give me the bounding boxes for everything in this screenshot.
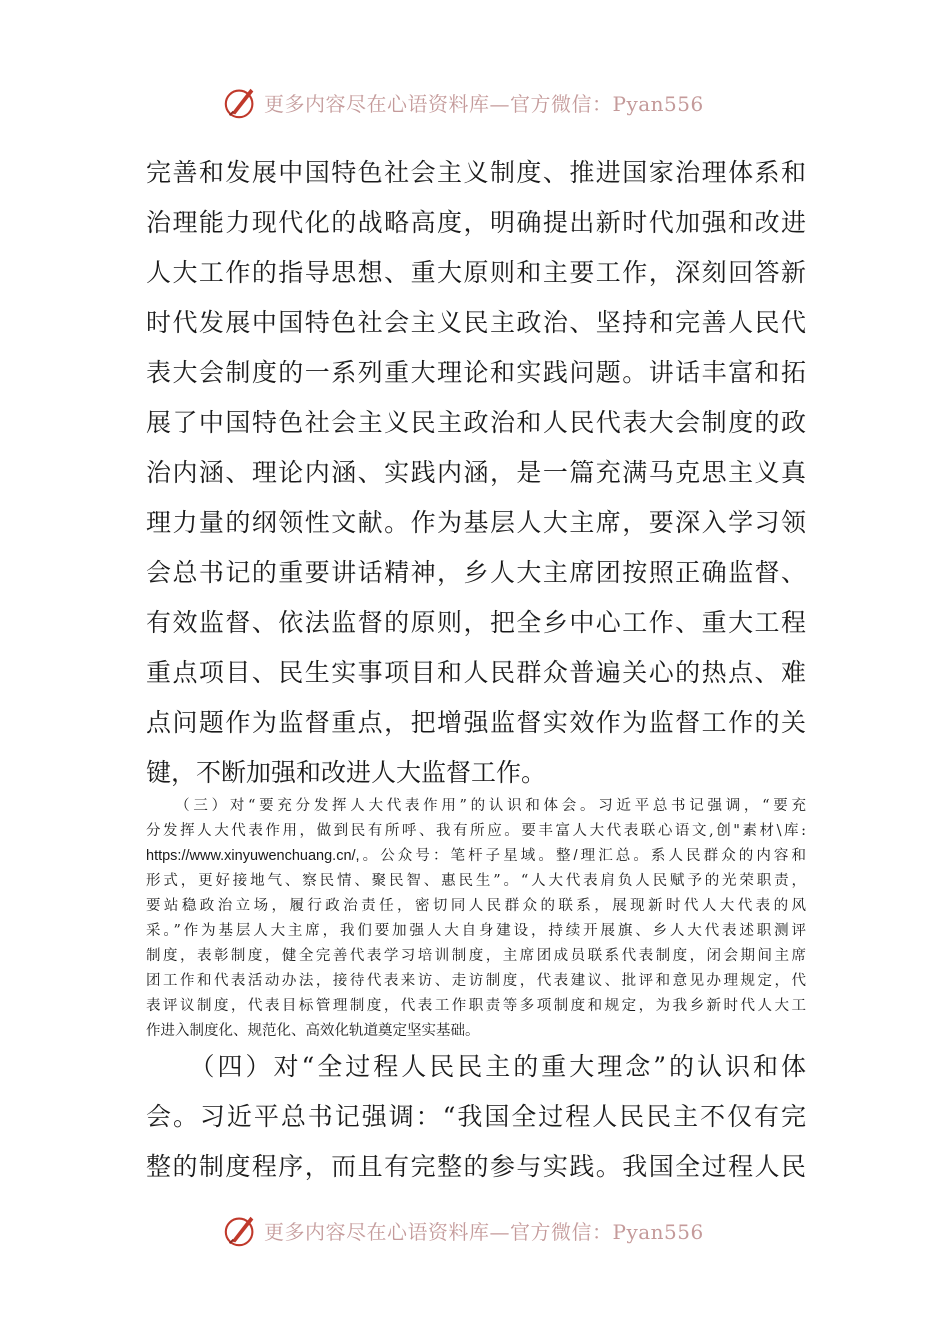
text-line: 整的制度程序，而且有完整的参与实践。我国全过程人民 xyxy=(146,1152,806,1181)
text-line: 治内涵、理论内涵、实践内涵，是一篇充满马克思主义真 xyxy=(146,458,806,487)
text-line: 要站稳政治立场，履行政治责任，密切同人民群众的联系，展现新时代人大代表的风 xyxy=(146,898,806,914)
text-line: 会。习近平总书记强调：“我国全过程人民民主不仅有完 xyxy=(146,1102,806,1131)
quill-pen-logo-icon xyxy=(222,83,260,121)
text-line: 重点项目、民生实事项目和人民群众普遍关心的热点、难 xyxy=(146,658,806,687)
text-line: 会总书记的重要讲话精神，乡人大主席团按照正确监督、 xyxy=(146,558,806,587)
text-line: 键，不断加强和改进人大监督工作。 xyxy=(146,758,547,787)
text-line: 展了中国特色社会主义民主政治和人民代表大会制度的政 xyxy=(146,408,806,437)
text-line: 理力量的纲领性文献。作为基层人大主席，要深入学习领 xyxy=(146,508,806,537)
text-line: 表大会制度的一系列重大理论和实践问题。讲话丰富和拓 xyxy=(146,358,806,387)
text-line: 形式，更好接地气、察民情、聚民智、惠民生”。“人大代表肩负人民赋予的光荣职责， xyxy=(146,873,806,889)
watermark-banner-top xyxy=(222,82,742,122)
paragraph-main xyxy=(146,148,806,798)
text-line: 时代发展中国特色社会主义民主政治、坚持和完善人民代 xyxy=(146,308,806,337)
text-line: 治理能力现代化的战略高度，明确提出新时代加强和改进 xyxy=(146,208,806,237)
text-line: 制度，表彰制度，健全完善代表学习培训制度，主席团成员联系代表制度，闭会期间主席 xyxy=(146,948,806,964)
watermark-banner-bottom xyxy=(222,1210,742,1250)
text-line: 采。”作为基层人大主席，我们要加强人大自身建设，持续开展旗、乡人大代表述职测评 xyxy=(146,923,806,939)
text-line: 有效监督、依法监督的原则，把全乡中心工作、重大工程 xyxy=(146,608,806,637)
text-line: 人大工作的指导思想、重大原则和主要工作，深刻回答新 xyxy=(146,258,806,287)
text-line-url: https://www.xinyuwenchuang.cn/,。公众号：笔杆子星域。整/理汇总。系人民群众的内容和 xyxy=(146,848,806,864)
text-line: （四）对“全过程人民民主的重大理念”的认识和体 xyxy=(146,1052,806,1081)
text-line: 表评议制度，代表目标管理制度，代表工作职责等多项制度和规定，为我乡新时代人大工 xyxy=(146,998,806,1014)
text-line: 作进入制度化、规范化、高效化轨道奠定坚实基础。 xyxy=(146,1023,480,1039)
watermark-text: 更多内容尽在心语资料库—官方微信：Pyan556 xyxy=(264,91,704,116)
text-line: （三）对“要充分发挥人大代表作用”的认识和体会。习近平总书记强调，“要充 xyxy=(146,798,806,814)
text-line: 分发挥人大代表作用，做到民有所呼、我有所应。要丰富人大代表联心语文,创"素材\库: xyxy=(146,823,806,839)
text-line: 团工作和代表活动办法，接待代表来访、走访制度，代表建议、批评和意见办理规定，代 xyxy=(146,973,806,989)
paragraph-four xyxy=(146,1042,806,1192)
paragraph-small xyxy=(146,794,806,1044)
text-line: 点问题作为监督重点，把增强监督实效作为监督工作的关 xyxy=(146,708,806,737)
watermark-text: 更多内容尽在心语资料库—官方微信：Pyan556 xyxy=(264,1219,704,1244)
text-line: 完善和发展中国特色社会主义制度、推进国家治理体系和 xyxy=(146,158,806,187)
quill-pen-logo-icon xyxy=(222,1211,260,1249)
